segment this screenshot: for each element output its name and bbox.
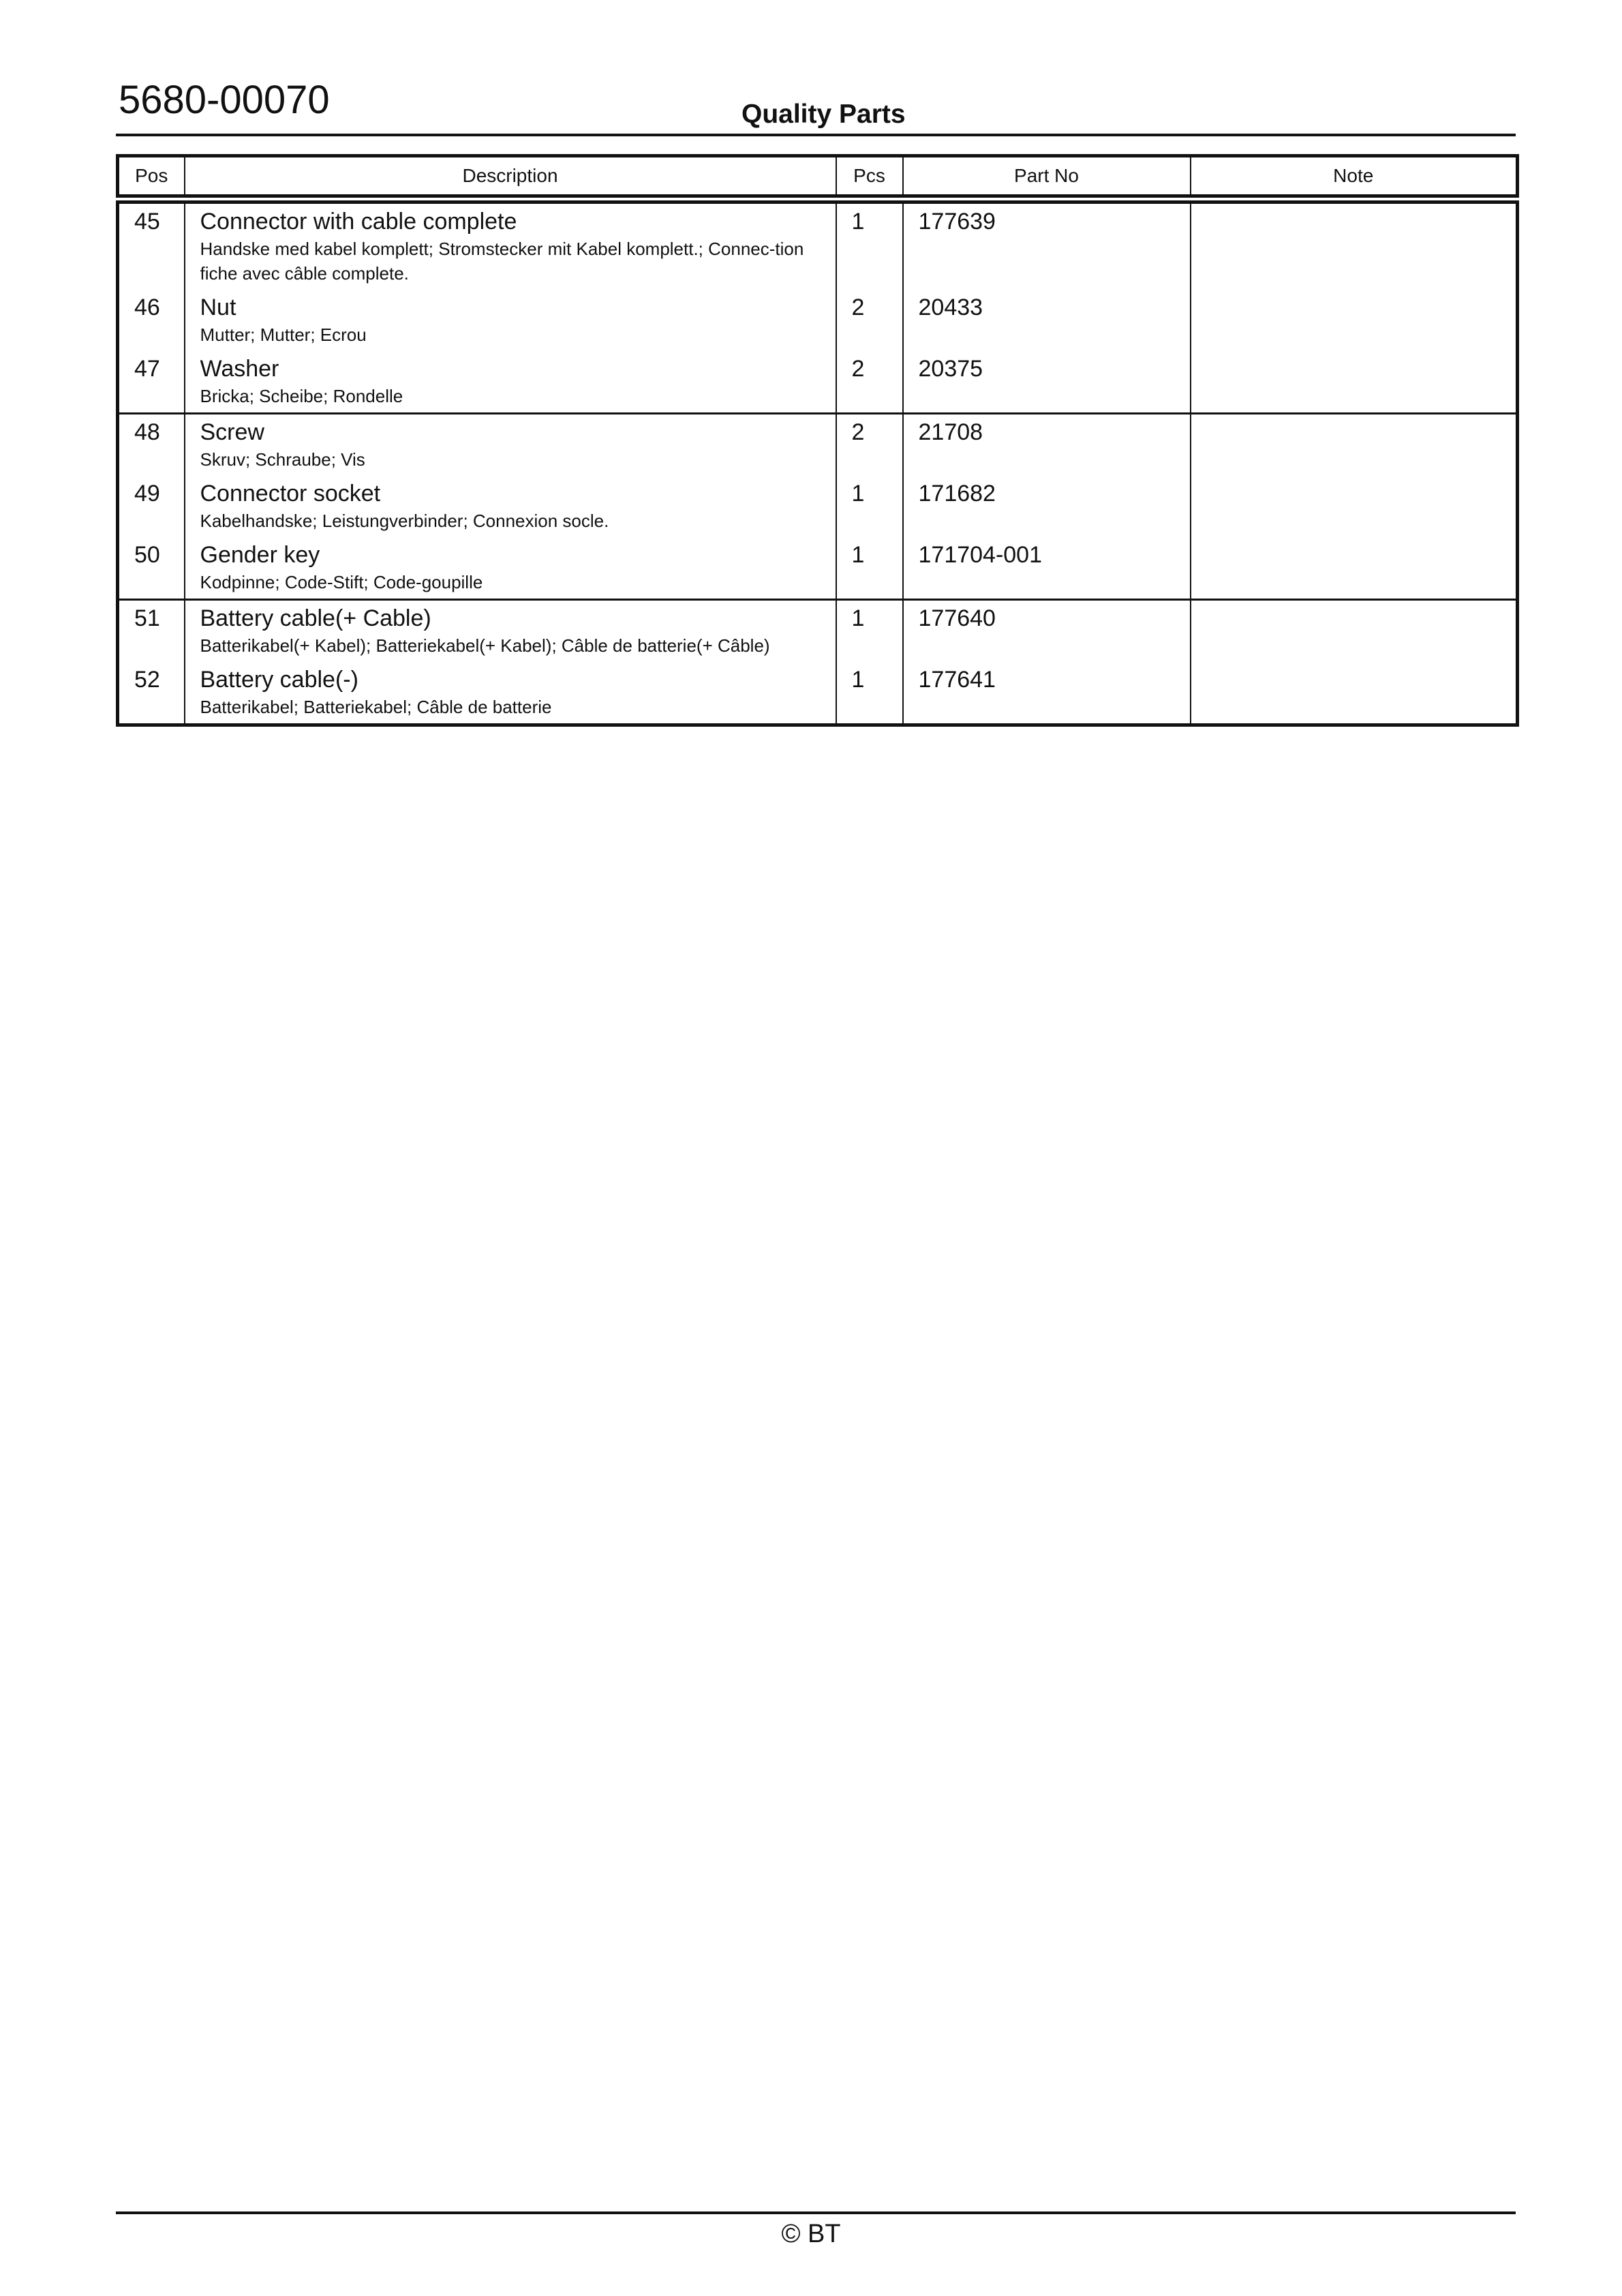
pcs-cell: 2 (836, 351, 903, 414)
column-header-pos: Pos (118, 156, 185, 200)
item-translations: Batterikabel(+ Kabel); Batteriekabel(+ Kabel); Câble de batterie(+ Câble) (200, 635, 770, 656)
table-row (118, 537, 1518, 600)
column-header-note: Note (1191, 156, 1518, 200)
page-title: Quality Parts (741, 100, 906, 129)
note-cell (1191, 537, 1518, 600)
item-name: Connector socket (200, 481, 381, 507)
item-name: Screw (200, 419, 264, 445)
pcs-cell: 1 (836, 537, 903, 600)
item-translations: Kodpinne; Code-Stift; Code-goupille (200, 572, 483, 592)
item-name: Gender key (200, 542, 320, 568)
row-group (118, 414, 1518, 600)
description-cell (185, 600, 836, 663)
table-row (118, 600, 1518, 663)
item-name: Washer (200, 356, 279, 382)
pcs-cell: 1 (836, 476, 903, 537)
description-cell (185, 199, 836, 290)
note-cell (1191, 476, 1518, 537)
pos-cell: 45 (118, 199, 185, 290)
item-translations: Kabelhandske; Leistungverbinder; Connexion socle. (200, 511, 609, 531)
description-cell (185, 476, 836, 537)
part-no-cell: 20433 (903, 290, 1191, 351)
pcs-cell: 1 (836, 600, 903, 663)
pcs-cell: 1 (836, 662, 903, 725)
pos-cell: 48 (118, 414, 185, 477)
part-no-cell: 177639 (903, 199, 1191, 290)
note-cell (1191, 199, 1518, 290)
column-header-description: Description (185, 156, 836, 200)
note-cell (1191, 414, 1518, 477)
pos-cell: 47 (118, 351, 185, 414)
description-cell (185, 290, 836, 351)
item-translations: Batterikabel; Batteriekabel; Câble de batterie (200, 697, 552, 717)
pos-cell: 52 (118, 662, 185, 725)
description-cell (185, 537, 836, 600)
pcs-cell: 1 (836, 199, 903, 290)
document-number: 5680-00070 (119, 78, 330, 122)
pos-cell: 49 (118, 476, 185, 537)
part-no-cell: 171704-001 (903, 537, 1191, 600)
pos-cell: 51 (118, 600, 185, 663)
note-cell (1191, 662, 1518, 725)
item-translations: Skruv; Schraube; Vis (200, 449, 365, 470)
table-row (118, 290, 1518, 351)
note-cell (1191, 351, 1518, 414)
table-row (118, 414, 1518, 477)
item-translations: Handske med kabel komplett; Stromstecker mit Kabel komplett.; Connec-tion fiche avec câble complete. (200, 239, 804, 284)
item-name: Connector with cable complete (200, 209, 517, 235)
pcs-cell: 2 (836, 290, 903, 351)
note-cell (1191, 600, 1518, 663)
header-divider (116, 134, 1516, 136)
table-row (118, 351, 1518, 414)
parts-table (116, 154, 1519, 727)
item-name: Battery cable(+ Cable) (200, 605, 431, 631)
description-cell (185, 662, 836, 725)
pos-cell: 46 (118, 290, 185, 351)
item-name: Nut (200, 294, 236, 320)
part-no-cell: 177641 (903, 662, 1191, 725)
description-cell (185, 414, 836, 477)
copyright-text: © BT (781, 2220, 841, 2248)
part-no-cell: 171682 (903, 476, 1191, 537)
note-cell (1191, 290, 1518, 351)
table-header-row (118, 156, 1518, 200)
footer-divider (116, 2211, 1516, 2214)
table-row (118, 662, 1518, 725)
part-no-cell: 20375 (903, 351, 1191, 414)
item-translations: Mutter; Mutter; Ecrou (200, 324, 367, 345)
row-group (118, 600, 1518, 725)
table-row (118, 476, 1518, 537)
pcs-cell: 2 (836, 414, 903, 477)
item-translations: Bricka; Scheibe; Rondelle (200, 386, 403, 406)
table-row (118, 199, 1518, 290)
part-no-cell: 21708 (903, 414, 1191, 477)
description-cell (185, 351, 836, 414)
column-header-part-no: Part No (903, 156, 1191, 200)
pos-cell: 50 (118, 537, 185, 600)
column-header-pcs: Pcs (836, 156, 903, 200)
item-name: Battery cable(-) (200, 667, 358, 693)
row-group (118, 199, 1518, 414)
part-no-cell: 177640 (903, 600, 1191, 663)
